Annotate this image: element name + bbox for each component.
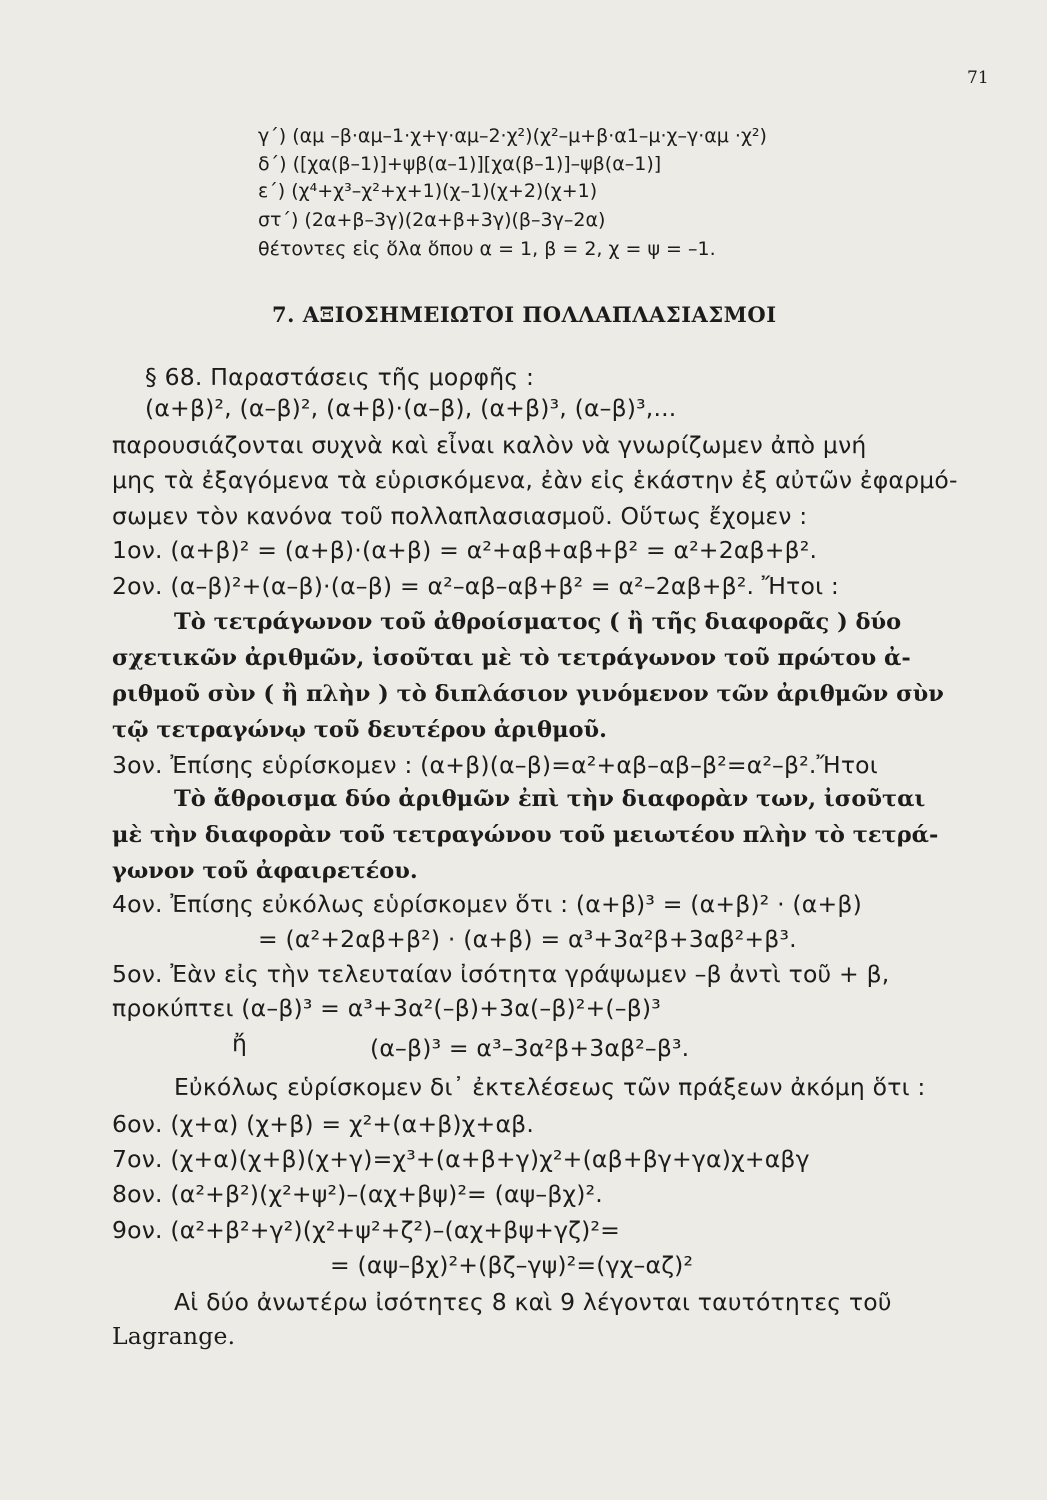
identity-1: 1ον. (α+β)² = (α+β)·(α+β) = α²+αβ+αβ+β² = α²+2αβ+β².: [112, 536, 818, 564]
identity-2: 2ον. (α–β)²+(α–β)·(α–β) = α²–αβ–αβ+β² = α²–2αβ+β². Ἤτοι :: [112, 572, 840, 600]
paragraph-68: § 68. Παραστάσεις τῆς μορφῆς :: [145, 363, 535, 391]
line-thetontes: θέτοντες εἰς ὅλα ὅπου α = 1, β = 2, χ = ψ = –1.: [258, 238, 716, 260]
line-gamma: γ΄) (αμ –β·αμ–1·χ+γ·αμ–2·χ²)(χ²–μ+β·α1–μ·χ–γ·αμ ·χ²): [258, 125, 767, 147]
page-number: 71: [967, 68, 989, 88]
text-line: μης τὰ ἐξαγόμενα τὰ εὑρισκόμενα, ἐὰν εἰς ἑκάστην ἐξ αὐτῶν ἐφαρμό-: [112, 466, 958, 494]
or-word: ἤ: [232, 1029, 248, 1057]
bold-rule-line: μὲ τὴν διαφορὰν τοῦ τετραγώνου τοῦ μειωτέου πλὴν τὸ τετρά-: [112, 822, 939, 848]
line-epsilon: ε΄) (χ⁴+χ³–χ²+χ+1)(χ–1)(χ+2)(χ+1): [258, 180, 598, 202]
identity-7: 7ον. (χ+α)(χ+β)(χ+γ)=χ³+(α+β+γ)χ²+(αβ+βγ+γα)χ+αβγ: [112, 1145, 810, 1173]
text-line: Αἱ δύο ἀνωτέρω ἰσότητες 8 καὶ 9 λέγονται ταυτότητες τοῦ: [174, 1288, 892, 1316]
text-line: Lagrange.: [112, 1322, 236, 1350]
bold-rule-line: τῷ τετραγώνῳ τοῦ δευτέρου ἀριθμοῦ.: [112, 717, 607, 743]
bold-rule-line: ριθμοῦ σὺν ( ἢ πλὴν ) τὸ διπλάσιον γινόμενον τῶν ἀριθμῶν σὺν: [112, 681, 944, 707]
identity-4-cont: = (α²+2αβ+β²) · (α+β) = α³+3α²β+3αβ²+β³.: [258, 925, 797, 953]
section-heading: 7. ΑΞΙΟΣΗΜΕΙΩΤΟΙ ΠΟΛΛΑΠΛΑΣΙΑΣΜΟΙ: [272, 302, 777, 327]
identity-8: 8ον. (α²+β²)(χ²+ψ²)–(αχ+βψ)²= (αψ–βχ)².: [112, 1180, 603, 1208]
text-line: σωμεν τὸν κανόνα τοῦ πολλαπλασιασμοῦ. Οὕτως ἔχομεν :: [112, 502, 808, 530]
identity-5-result: (α–β)³ = α³–3α²β+3αβ²–β³.: [370, 1034, 690, 1062]
identity-5: 5ον. Ἐὰν εἰς τὴν τελευταίαν ἰσότητα γράψωμεν –β ἀντὶ τοῦ + β,: [112, 960, 890, 988]
forms-line: (α+β)², (α–β)², (α+β)·(α–β), (α+β)³, (α–β)³,...: [145, 394, 677, 422]
bold-rule-line: Τὸ ἄθροισμα δύο ἀριθμῶν ἐπὶ τὴν διαφορὰν των, ἰσοῦται: [174, 786, 926, 812]
text-line: Εὐκόλως εὑρίσκομεν δι᾽ ἐκτελέσεως τῶν πράξεων ἀκόμη ὅτι :: [174, 1073, 926, 1101]
identity-4: 4ον. Ἐπίσης εὐκόλως εὑρίσκομεν ὅτι : (α+β)³ = (α+β)² · (α+β): [112, 890, 862, 918]
identity-9-cont: = (αψ–βχ)²+(βζ–γψ)²=(γχ–αζ)²: [330, 1251, 694, 1279]
line-st: στ΄) (2α+β–3γ)(2α+β+3γ)(β–3γ–2α): [258, 209, 606, 231]
bold-rule-line: σχετικῶν ἀριθμῶν, ἰσοῦται μὲ τὸ τετράγωνον τοῦ πρώτου ἀ-: [112, 645, 911, 671]
text-line: παρουσιάζονται συχνὰ καὶ εἶναι καλὸν νὰ γνωρίζωμεν ἀπὸ μνή: [112, 431, 867, 459]
line-delta: δ΄) ([χα(β–1)]+ψβ(α–1)][χα(β–1)]–ψβ(α–1)]: [258, 153, 662, 175]
bold-rule-line: Τὸ τετράγωνον τοῦ ἀθροίσματος ( ἢ τῆς διαφορᾶς ) δύο: [174, 609, 902, 635]
identity-3: 3ον. Ἐπίσης εὑρίσκομεν : (α+β)(α–β)=α²+αβ–αβ–β²=α²–β².Ἤτοι: [112, 751, 878, 779]
identity-9: 9ον. (α²+β²+γ²)(χ²+ψ²+ζ²)–(αχ+βψ+γζ)²=: [112, 1216, 621, 1244]
bold-rule-line: γωνον τοῦ ἀφαιρετέου.: [112, 858, 418, 884]
identity-6: 6ον. (χ+α) (χ+β) = χ²+(α+β)χ+αβ.: [112, 1110, 535, 1138]
identity-5-cont: προκύπτει (α–β)³ = α³+3α²(–β)+3α(–β)²+(–β)³: [112, 994, 661, 1022]
